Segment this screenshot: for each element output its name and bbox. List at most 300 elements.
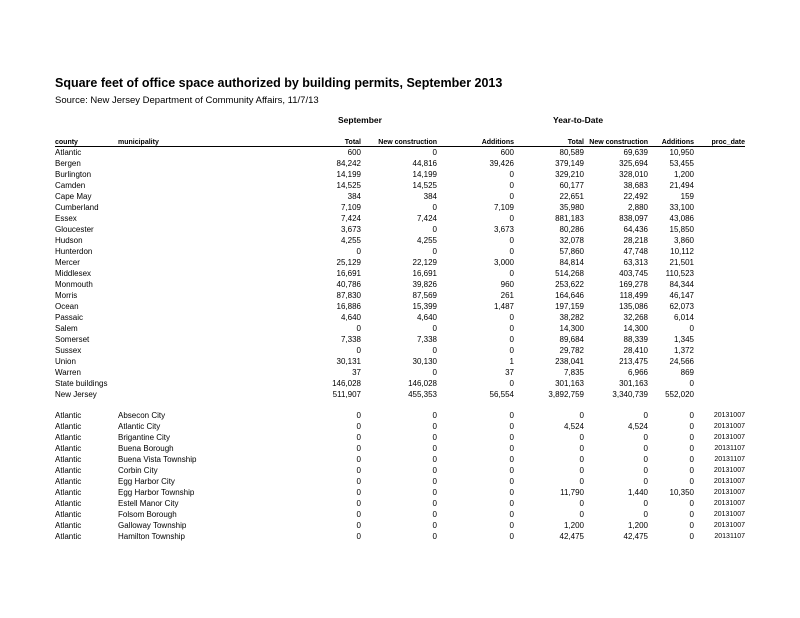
county-cell: Atlantic (55, 433, 82, 442)
proc-date-cell (694, 169, 745, 180)
sep-additions-cell: 0 (509, 269, 514, 278)
sep-additions-cell: 960 (500, 280, 514, 289)
sep-new-construction-cell: 22,129 (412, 258, 437, 267)
ytd-total-cell: 89,684 (559, 335, 584, 344)
ytd-total-cell: 4,524 (563, 422, 584, 431)
municipality-row (55, 487, 745, 498)
ytd-new-construction-cell: 0 (643, 466, 648, 475)
county-cell: Atlantic (55, 455, 82, 464)
sep-new-construction-cell: 0 (432, 532, 437, 541)
sep-new-construction-cell: 4,255 (416, 236, 437, 245)
sep-total-cell: 16,886 (336, 302, 361, 311)
ytd-additions-cell: 110,523 (665, 269, 694, 278)
county-summary-row (55, 169, 745, 180)
ytd-total-cell: 22,651 (559, 192, 584, 201)
sep-new-construction-cell: 384 (423, 192, 437, 201)
ytd-new-construction-cell: 63,313 (623, 258, 648, 267)
county-cell: Atlantic (55, 466, 82, 475)
col-header-county: county (55, 135, 118, 147)
municipality-cell (118, 312, 238, 323)
ytd-new-construction-cell: 301,163 (619, 379, 648, 388)
ytd-additions-cell: 24,566 (669, 357, 694, 366)
municipality-cell (118, 356, 238, 367)
sep-total-cell: 7,109 (340, 203, 361, 212)
sep-additions-cell: 0 (509, 510, 514, 519)
municipality-row (55, 498, 745, 509)
county-cell: Mercer (55, 258, 80, 267)
ytd-additions-cell: 0 (689, 433, 694, 442)
sep-new-construction-cell: 7,338 (416, 335, 437, 344)
sep-new-construction-cell: 0 (432, 510, 437, 519)
ytd-total-cell: 253,622 (555, 280, 584, 289)
ytd-total-cell: 57,860 (559, 247, 584, 256)
municipality-cell (118, 169, 238, 180)
col-header-sep-new-construction: New construction (361, 135, 437, 147)
county-cell: Salem (55, 324, 78, 333)
sep-additions-cell: 0 (509, 181, 514, 190)
sep-new-construction-cell: 44,816 (412, 159, 437, 168)
sep-additions-cell: 1,487 (493, 302, 514, 311)
county-summary-row (55, 389, 745, 400)
ytd-total-cell: 11,790 (560, 488, 584, 497)
ytd-new-construction-cell: 328,010 (619, 170, 648, 179)
ytd-total-cell: 60,177 (559, 181, 584, 190)
county-summary-row (55, 290, 745, 301)
county-summary-row (55, 312, 745, 323)
ytd-total-cell: 29,782 (559, 346, 584, 355)
county-cell: Gloucester (55, 225, 94, 234)
proc-date-cell (694, 147, 745, 159)
county-summary-row (55, 367, 745, 378)
ytd-total-cell: 35,980 (559, 203, 584, 212)
col-header-ytd-total: Total (514, 135, 584, 147)
ytd-additions-cell: 15,850 (669, 225, 694, 234)
ytd-total-cell: 379,149 (555, 159, 584, 168)
sep-new-construction-cell: 146,028 (408, 379, 437, 388)
municipality-row (55, 454, 745, 465)
sep-additions-cell: 0 (509, 455, 514, 464)
county-cell: New Jersey (55, 390, 97, 399)
sep-new-construction-cell: 30,130 (412, 357, 437, 366)
ytd-additions-cell: 0 (689, 422, 694, 431)
municipality-cell (118, 378, 238, 389)
proc-date-cell (694, 290, 745, 301)
county-cell: Hunterdon (55, 247, 93, 256)
col-header-ytd-new-construction: New construction (584, 135, 648, 147)
ytd-total-cell: 0 (579, 444, 584, 453)
proc-date-cell: 20131007 (713, 489, 745, 496)
group-header-year-to-date: Year-to-Date (553, 115, 604, 125)
proc-date-cell (694, 202, 745, 213)
ytd-new-construction-cell: 0 (643, 477, 648, 486)
sep-additions-cell: 3,673 (493, 225, 514, 234)
proc-date-cell (694, 378, 745, 389)
municipality-cell (118, 345, 238, 356)
sep-additions-cell: 1 (509, 357, 514, 366)
municipality-cell (118, 279, 238, 290)
proc-date-cell (694, 279, 745, 290)
ytd-new-construction-cell: 135,086 (619, 302, 648, 311)
municipality-cell: Galloway Township (118, 521, 187, 530)
sep-additions-cell: 0 (509, 324, 514, 333)
ytd-additions-cell: 0 (689, 532, 694, 541)
ytd-new-construction-cell: 0 (643, 444, 648, 453)
ytd-total-cell: 0 (579, 411, 584, 420)
ytd-new-construction-cell: 403,745 (619, 269, 648, 278)
sep-total-cell: 14,525 (336, 181, 361, 190)
ytd-new-construction-cell: 4,524 (627, 422, 648, 431)
ytd-new-construction-cell: 64,436 (623, 225, 648, 234)
sep-new-construction-cell: 0 (432, 433, 437, 442)
sep-new-construction-cell: 0 (432, 203, 437, 212)
ytd-additions-cell: 10,350 (669, 488, 694, 497)
county-summary-row (55, 235, 745, 246)
ytd-additions-cell: 6,014 (673, 313, 694, 322)
ytd-total-cell: 32,078 (559, 236, 584, 245)
municipality-row (55, 410, 745, 421)
sep-additions-cell: 56,554 (489, 390, 514, 399)
county-summary-row (55, 158, 745, 169)
ytd-additions-cell: 1,200 (673, 170, 694, 179)
municipality-cell: Folsom Borough (118, 510, 177, 519)
ytd-new-construction-cell: 47,748 (623, 247, 648, 256)
county-summary-row (55, 323, 745, 334)
sep-total-cell: 16,691 (336, 269, 361, 278)
proc-date-cell (694, 389, 745, 400)
sep-total-cell: 0 (356, 422, 361, 431)
ytd-total-cell: 42,475 (559, 532, 584, 541)
source-note: Source: New Jersey Department of Community Affairs, 11/7/13 (55, 95, 319, 106)
ytd-additions-cell: 21,501 (669, 258, 694, 267)
ytd-additions-cell: 10,112 (670, 247, 694, 256)
sep-new-construction-cell: 7,424 (416, 214, 437, 223)
sep-additions-cell: 0 (509, 411, 514, 420)
sep-new-construction-cell: 16,691 (412, 269, 437, 278)
ytd-total-cell: 0 (579, 510, 584, 519)
sep-additions-cell: 7,109 (493, 203, 514, 212)
municipality-row (55, 465, 745, 476)
ytd-additions-cell: 159 (680, 192, 694, 201)
county-cell: Atlantic (55, 444, 82, 453)
municipality-row (55, 476, 745, 487)
proc-date-cell: 20131107 (714, 533, 745, 540)
sep-additions-cell: 0 (509, 346, 514, 355)
county-summary-row (55, 345, 745, 356)
sep-additions-cell: 0 (509, 335, 514, 344)
proc-date-cell: 20131007 (713, 511, 745, 518)
county-cell: Cape May (55, 192, 92, 201)
sep-additions-cell: 0 (509, 422, 514, 431)
sep-additions-cell: 0 (509, 499, 514, 508)
sep-new-construction-cell: 0 (432, 247, 437, 256)
sep-new-construction-cell: 14,525 (412, 181, 437, 190)
municipality-cell (118, 389, 238, 400)
proc-date-cell (694, 191, 745, 202)
ytd-total-cell: 14,300 (559, 324, 584, 333)
sep-additions-cell: 0 (509, 170, 514, 179)
proc-date-cell (694, 301, 745, 312)
ytd-total-cell: 881,183 (555, 214, 584, 223)
ytd-total-cell: 84,814 (559, 258, 584, 267)
sep-total-cell: 7,424 (340, 214, 361, 223)
proc-date-cell (694, 356, 745, 367)
county-summary-row (55, 279, 745, 290)
municipality-cell: Buena Vista Township (118, 455, 197, 464)
county-cell: Warren (55, 368, 81, 377)
sep-new-construction-cell: 0 (432, 455, 437, 464)
sep-additions-cell: 37 (505, 368, 514, 377)
ytd-total-cell: 80,589 (559, 148, 584, 157)
sep-new-construction-cell: 0 (432, 499, 437, 508)
county-summary-row (55, 180, 745, 191)
sep-total-cell: 0 (356, 346, 361, 355)
county-summary-row (55, 378, 745, 389)
proc-date-cell (694, 224, 745, 235)
county-cell: Atlantic (55, 422, 82, 431)
county-cell: Atlantic (55, 499, 82, 508)
sep-additions-cell: 0 (509, 192, 514, 201)
sep-additions-cell: 3,000 (493, 258, 514, 267)
county-cell: Morris (55, 291, 78, 300)
county-cell: Burlington (55, 170, 92, 179)
sep-new-construction-cell: 14,199 (412, 170, 437, 179)
ytd-total-cell: 329,210 (555, 170, 584, 179)
municipality-cell (118, 246, 238, 257)
municipality-cell (118, 290, 238, 301)
sep-total-cell: 0 (356, 499, 361, 508)
proc-date-cell (694, 158, 745, 169)
proc-date-cell (694, 323, 745, 334)
ytd-new-construction-cell: 6,966 (627, 368, 648, 377)
col-header-sep-total: Total (238, 135, 361, 147)
proc-date-cell (694, 246, 745, 257)
col-header-municipality: municipality (118, 135, 238, 147)
sep-additions-cell: 0 (509, 214, 514, 223)
proc-date-cell (694, 257, 745, 268)
ytd-new-construction-cell: 69,639 (623, 148, 648, 157)
ytd-additions-cell: 21,494 (669, 181, 694, 190)
permits-table (55, 135, 745, 542)
municipality-cell: Egg Harbor Township (118, 488, 195, 497)
municipality-cell (118, 147, 238, 159)
municipality-row (55, 432, 745, 443)
ytd-new-construction-cell: 14,300 (623, 324, 648, 333)
sep-additions-cell: 39,426 (489, 159, 514, 168)
county-summary-row (55, 213, 745, 224)
sep-total-cell: 25,129 (336, 258, 361, 267)
ytd-additions-cell: 0 (689, 477, 694, 486)
ytd-additions-cell: 33,100 (669, 203, 694, 212)
ytd-total-cell: 164,646 (555, 291, 584, 300)
ytd-new-construction-cell: 1,200 (627, 521, 648, 530)
sep-total-cell: 0 (356, 510, 361, 519)
county-cell: Atlantic (55, 411, 82, 420)
municipality-cell (118, 235, 238, 246)
sep-total-cell: 384 (347, 192, 361, 201)
county-summary-row (55, 334, 745, 345)
county-cell: State buildings (55, 379, 108, 388)
sep-additions-cell: 0 (509, 313, 514, 322)
header-row (55, 135, 745, 147)
sep-total-cell: 3,673 (340, 225, 361, 234)
ytd-total-cell: 7,835 (563, 368, 584, 377)
sep-new-construction-cell: 87,569 (412, 291, 437, 300)
ytd-new-construction-cell: 28,410 (623, 346, 648, 355)
ytd-additions-cell: 46,147 (669, 291, 694, 300)
sep-total-cell: 4,255 (340, 236, 361, 245)
ytd-total-cell: 80,286 (559, 225, 584, 234)
sep-additions-cell: 0 (509, 379, 514, 388)
sep-total-cell: 600 (347, 148, 361, 157)
table-body (55, 147, 745, 543)
ytd-new-construction-cell: 213,475 (619, 357, 648, 366)
ytd-new-construction-cell: 0 (643, 411, 648, 420)
sep-new-construction-cell: 0 (432, 225, 437, 234)
ytd-new-construction-cell: 2,880 (627, 203, 648, 212)
sep-new-construction-cell: 0 (432, 444, 437, 453)
county-cell: Atlantic (55, 148, 82, 157)
col-header-ytd-additions: Additions (648, 135, 694, 147)
municipality-cell (118, 202, 238, 213)
county-cell: Middlesex (55, 269, 92, 278)
municipality-row (55, 520, 745, 531)
ytd-new-construction-cell: 88,339 (623, 335, 648, 344)
proc-date-cell: 20131007 (713, 478, 745, 485)
table-header (55, 135, 745, 147)
sep-additions-cell: 0 (509, 433, 514, 442)
municipality-cell (118, 224, 238, 235)
municipality-cell (118, 268, 238, 279)
ytd-new-construction-cell: 118,499 (619, 291, 648, 300)
sep-new-construction-cell: 4,640 (416, 313, 437, 322)
sep-additions-cell: 0 (509, 247, 514, 256)
ytd-new-construction-cell: 42,475 (623, 532, 648, 541)
county-cell: Atlantic (55, 521, 82, 530)
ytd-total-cell: 238,041 (555, 357, 584, 366)
proc-date-cell (694, 367, 745, 378)
sep-additions-cell: 0 (509, 488, 514, 497)
municipality-cell (118, 367, 238, 378)
sep-new-construction-cell: 0 (432, 422, 437, 431)
sep-new-construction-cell: 0 (432, 477, 437, 486)
ytd-additions-cell: 1,345 (673, 335, 694, 344)
sep-total-cell: 0 (356, 521, 361, 530)
spacer-cell (55, 400, 745, 410)
sep-total-cell: 0 (356, 433, 361, 442)
county-summary-row (55, 246, 745, 257)
proc-date-cell (694, 180, 745, 191)
municipality-cell: Hamilton Township (118, 532, 185, 541)
ytd-new-construction-cell: 3,340,739 (612, 390, 648, 399)
sep-total-cell: 0 (356, 247, 361, 256)
ytd-new-construction-cell: 0 (643, 455, 648, 464)
sep-total-cell: 7,338 (340, 335, 361, 344)
proc-date-cell (694, 312, 745, 323)
county-cell: Camden (55, 181, 86, 190)
ytd-new-construction-cell: 0 (643, 510, 648, 519)
section-spacer (55, 400, 745, 410)
sep-total-cell: 0 (356, 411, 361, 420)
county-summary-row (55, 301, 745, 312)
ytd-new-construction-cell: 325,694 (619, 159, 648, 168)
proc-date-cell (694, 235, 745, 246)
sep-total-cell: 84,242 (336, 159, 361, 168)
county-cell: Bergen (55, 159, 81, 168)
sep-new-construction-cell: 0 (432, 411, 437, 420)
sep-new-construction-cell: 39,826 (412, 280, 437, 289)
ytd-total-cell: 301,163 (555, 379, 584, 388)
sep-total-cell: 0 (356, 488, 361, 497)
municipality-cell (118, 301, 238, 312)
municipality-cell (118, 213, 238, 224)
ytd-additions-cell: 0 (689, 455, 694, 464)
proc-date-cell (694, 334, 745, 345)
proc-date-cell: 20131007 (713, 423, 745, 430)
county-cell: Essex (55, 214, 77, 223)
page-title: Square feet of office space authorized by building permits, September 2013 (55, 76, 503, 90)
municipality-row (55, 509, 745, 520)
proc-date-cell: 20131007 (713, 522, 745, 529)
municipality-cell (118, 191, 238, 202)
sep-total-cell: 146,028 (332, 379, 361, 388)
ytd-additions-cell: 10,950 (669, 148, 694, 157)
ytd-total-cell: 514,268 (555, 269, 584, 278)
sep-total-cell: 0 (356, 455, 361, 464)
ytd-total-cell: 3,892,759 (548, 390, 584, 399)
ytd-additions-cell: 3,860 (673, 236, 694, 245)
sep-additions-cell: 600 (500, 148, 514, 157)
municipality-row (55, 421, 745, 432)
col-header-proc-date: proc_date (694, 135, 745, 147)
municipality-cell (118, 257, 238, 268)
ytd-additions-cell: 0 (689, 379, 694, 388)
group-header-september: September (338, 115, 382, 125)
ytd-total-cell: 38,282 (559, 313, 584, 322)
sep-total-cell: 40,786 (336, 280, 361, 289)
county-cell: Atlantic (55, 510, 82, 519)
ytd-additions-cell: 0 (689, 521, 694, 530)
ytd-additions-cell: 0 (689, 499, 694, 508)
ytd-additions-cell: 0 (689, 411, 694, 420)
municipality-cell: Brigantine City (118, 433, 171, 442)
sep-additions-cell: 261 (500, 291, 514, 300)
sep-new-construction-cell: 455,353 (408, 390, 437, 399)
sep-new-construction-cell: 0 (432, 324, 437, 333)
sep-new-construction-cell: 0 (432, 346, 437, 355)
county-summary-row (55, 191, 745, 202)
proc-date-cell (694, 345, 745, 356)
sep-new-construction-cell: 0 (432, 488, 437, 497)
sep-additions-cell: 0 (509, 477, 514, 486)
proc-date-cell: 20131007 (713, 434, 745, 441)
sep-new-construction-cell: 0 (432, 521, 437, 530)
proc-date-cell: 20131007 (713, 412, 745, 419)
municipality-cell (118, 180, 238, 191)
ytd-new-construction-cell: 32,268 (623, 313, 648, 322)
sep-additions-cell: 0 (509, 466, 514, 475)
ytd-new-construction-cell: 838,097 (619, 214, 648, 223)
ytd-additions-cell: 0 (689, 324, 694, 333)
proc-date-cell: 20131107 (714, 445, 745, 452)
sep-total-cell: 87,830 (336, 291, 361, 300)
ytd-new-construction-cell: 28,218 (623, 236, 648, 245)
county-cell: Union (55, 357, 76, 366)
municipality-cell: Egg Harbor City (118, 477, 175, 486)
sep-total-cell: 0 (356, 324, 361, 333)
sep-additions-cell: 0 (509, 444, 514, 453)
county-cell: Passaic (55, 313, 84, 322)
county-cell: Atlantic (55, 488, 82, 497)
